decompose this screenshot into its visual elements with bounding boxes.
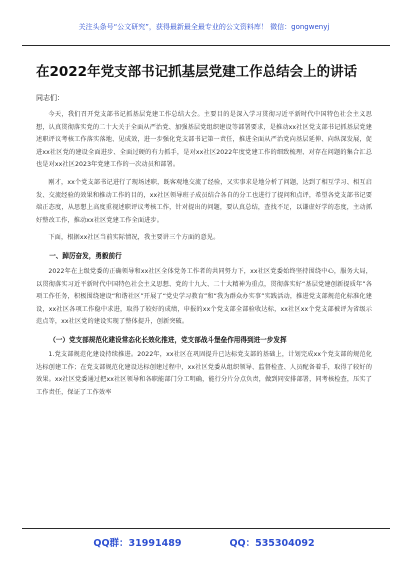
footer-divider [22, 528, 390, 529]
footer-qq: QQ：535304092 [229, 538, 315, 549]
document-body [36, 62, 372, 404]
sub-heading: （一）党支部规范化建设常态化长效化推进，党支部战斗堡垒作用得到进一步发挥 [49, 335, 287, 344]
paragraph: 2022年在上级党委的正确领导和xx社区全体党务工作者的共同努力下，xx社区党委始终坚持围绕中心，服务大局，以贯彻落实习近平新时代中国特色社会主义思想、党的十九大、二十大精神为重点，贯彻落实好“基层党建创新提质年”各项工作任务，积极围绕建设“和谐社区”开展了“党史学习教育”和“我为群众办实事”实践活动，推进党支部规范化标准化建设，xx社区各项工作稳中求进，取得了较好的成绩，申报的xx个党支部全部验收达标，xx社区xx个党支部被评为省级示范点等，xx社区党的建设实现了整体提升，创新突破。 [36, 267, 372, 326]
header-divider [22, 45, 390, 46]
salutation: 同志们： [36, 94, 64, 102]
paragraph: 刚才，xx个党支部书记进行了现场述职，既客观地交流了经验，又实事求是地分析了问题，达到了相互学习、相互启发、交流经验的效果和推动工作的目的，xx社区领导班子成员结合各自的分工也进行了提问和点评，希望各党支部书记要端正态度，从思想上高度重视述职评议考核工作，针对提出的问题，要认真总结，查找不足，以谦虚好学的态度，主动抓好整改工作，推动xx社区党建工作全面进步。 [36, 178, 372, 224]
section-heading: 一、踔厉奋发，勇毅前行 [49, 251, 122, 260]
document-title: 在2022年党支部书记抓基层党建工作总结会上的讲话 [36, 64, 358, 80]
paragraph: 下面，根据xx社区当前实际情况，我主要讲三个方面的意见。 [48, 234, 220, 242]
paragraph: 1.党支部规范化建设持续推进。2022年，xx社区在巩固提升已达标党支部的基础上，计划完成xx个党支部的规范化达标创建工作；在党支部规范化建设达标创建过程中，xx社区党委从组织领导、监督检查、人员配备着手，取得了较好的效果。xx社区党委通过把xx社区领导和各职能部门分工明确，能行分片分点负责，做到同安排部署，同考核检查，压实了工作责任，保证了工作效率 [36, 350, 372, 396]
footer-qq-group: QQ群：31991489 [93, 538, 182, 549]
paragraph: 今天，我们召开党支部书记抓基层党建工作总结大会。主要目的是深入学习贯彻习近平新时代中国特色社会主义思想，认真贯彻落实党的二十大关于全面从严治党、加强基层党组织建设等部署要求，是推动xx社区党支部书记抓基层党建述职评议考核工作落实落地、见成效，进一步强化党支部书记第一责任，推进全面从严治党向基层延伸、向纵深发展，促进xx社区党的建设全面进步、全面过硬的有力抓手，是对xx社区2022年度党建工作的细致梳理、对存在问题的集合汇总也是对xx社区2023年党建工作的一次动员和部署。 [36, 111, 372, 169]
header-banner: 关注头条号“公文研究”，获得最新最全最专业的公文资料库！ 微信：gongwenyj [78, 23, 330, 31]
footer [0, 535, 408, 549]
